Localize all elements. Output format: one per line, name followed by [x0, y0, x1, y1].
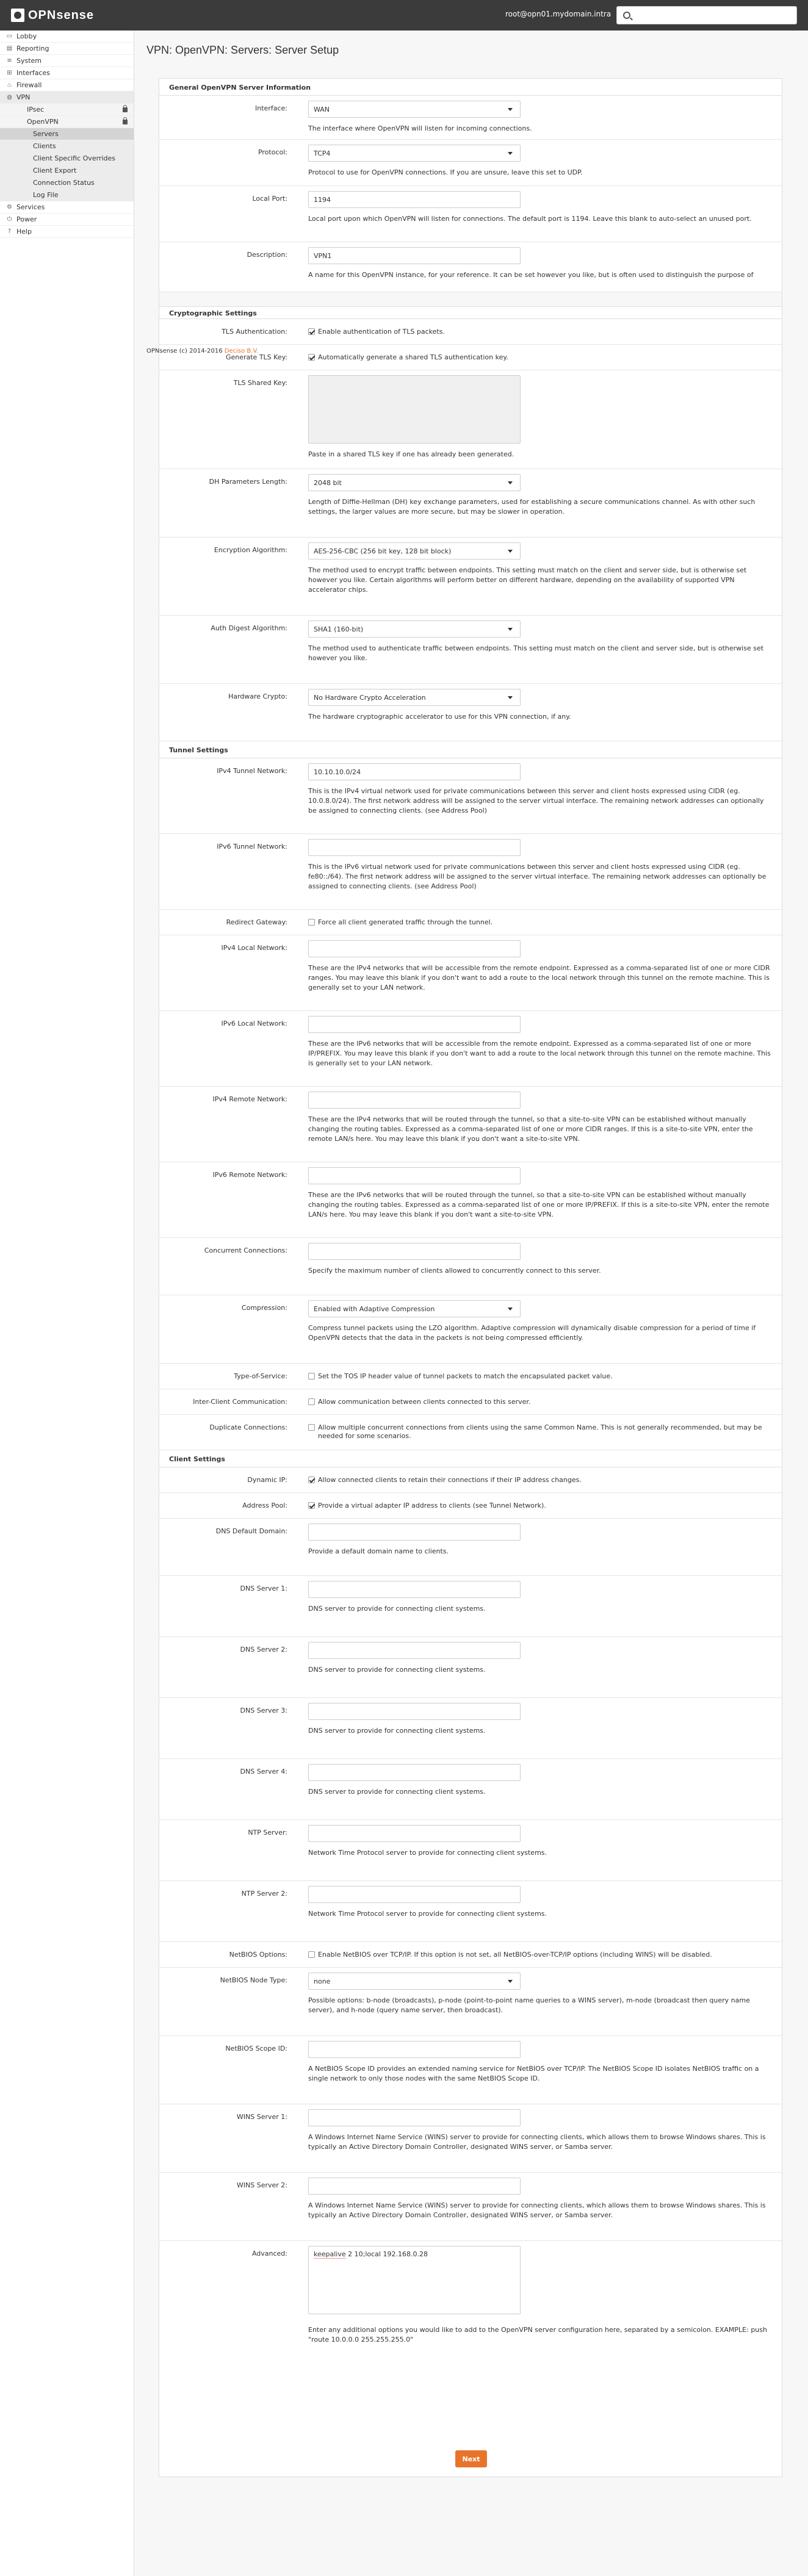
field-label: NetBIOS Options:: [229, 1951, 287, 1959]
row-ntp2: [159, 1881, 782, 1942]
field-label: Type-of-Service:: [234, 1372, 287, 1380]
field-label: Protocol:: [258, 148, 287, 156]
sidebar-item-label: VPN: [16, 93, 31, 101]
logo[interactable]: [11, 7, 109, 23]
help-text: Network Time Protocol server to provide for connecting client systems.: [308, 1849, 547, 1857]
field-label: DNS Server 4:: [240, 1768, 287, 1775]
field-label: IPv6 Local Network:: [221, 1020, 287, 1027]
sidebar-item-label: Reporting: [16, 45, 49, 52]
encryption-select[interactable]: AES-256-CBC (256 bit key, 128 bit block): [308, 542, 521, 559]
field-label: Duplicate Connections:: [209, 1423, 287, 1431]
row-ipv6-remote: [159, 1162, 782, 1238]
field-label: DNS Server 3:: [240, 1707, 287, 1714]
sidebar-item-connection-status[interactable]: [0, 177, 134, 189]
row-ipv4-tunnel: [159, 758, 782, 834]
field-label: Interface:: [255, 104, 287, 112]
help-text: A Windows Internet Name Service (WINS) server to provide for connecting clients, which allows them to browse Windows shares. This is typically an Active Directory Domain Controller, designated WINS server, or Samba server.: [308, 2133, 766, 2151]
checkbox-label: Allow multiple concurrent connections from clients using the same Common Name. This is not generally recommended, but may be needed for some scenarios.: [318, 1423, 762, 1440]
wins-server-1-input[interactable]: [308, 2109, 521, 2126]
tls-shared-textarea[interactable]: [308, 375, 521, 444]
concurrent-input[interactable]: [308, 1243, 521, 1260]
row-dns-domain: [159, 1519, 782, 1576]
section-tunnel: Tunnel Settings: [159, 741, 782, 758]
sidebar-item-openvpn[interactable]: [0, 116, 134, 128]
row-interface: [159, 96, 782, 140]
row-protocol: [159, 140, 782, 186]
row-redirect: [159, 910, 782, 935]
fire-icon: ♨: [7, 82, 12, 88]
row-dns2: [159, 1637, 782, 1698]
sidebar-item-reporting[interactable]: [0, 43, 134, 55]
checkbox-label: Allow connected clients to retain their connections if their IP address changes.: [318, 1476, 582, 1484]
field-label: Advanced:: [251, 2250, 287, 2258]
row-wins2: [159, 2173, 782, 2241]
power-icon: ⏻: [7, 216, 12, 223]
sidebar-item-label: Connection Status: [33, 179, 95, 187]
help-text: This is the IPv6 virtual network used for private communications between this server and client hosts expressed using CIDR (eg. fe80::/64). The first network address will be assigned to the server virtual interface. The remaining network addresses can optionally be assigned to connecting clients. (see Address Pool): [308, 863, 767, 890]
tos-checkbox[interactable]: [308, 1373, 315, 1380]
sidebar-item-lobby[interactable]: [0, 31, 134, 43]
sidebar-item-label: IPsec: [27, 106, 45, 113]
field-label: Dynamic IP:: [247, 1476, 287, 1484]
help-text: The interface where OpenVPN will listen for incoming connections.: [308, 124, 532, 132]
field-label: IPv6 Remote Network:: [212, 1171, 287, 1179]
globe-icon: ◍: [7, 94, 12, 101]
lock-icon: [123, 107, 128, 112]
chart-icon: ▤: [6, 45, 13, 52]
field-label: Concurrent Connections:: [204, 1247, 287, 1254]
field-label: IPv4 Local Network:: [221, 944, 287, 952]
row-dynamic-ip: [159, 1467, 782, 1493]
sidebar-item-label: Firewall: [16, 81, 42, 89]
checkbox-label: Provide a virtual adapter IP address to clients (see Tunnel Network).: [318, 1502, 546, 1509]
field-label: WINS Server 2:: [236, 2181, 287, 2189]
field-label: DNS Default Domain:: [215, 1527, 287, 1535]
help-text: The method used to authenticate traffic between endpoints. This setting must match on the client and server side, but is otherwise set however you like.: [308, 644, 764, 662]
row-description: [159, 242, 782, 292]
field-label: IPv4 Remote Network:: [212, 1095, 287, 1103]
sidebar-item-client-export[interactable]: [0, 165, 134, 177]
section-client: Client Settings: [159, 1450, 782, 1467]
row-wins1: [159, 2104, 782, 2173]
advanced-value-keyword: keepalive: [314, 2250, 346, 2258]
protocol-select[interactable]: TCP4: [308, 145, 521, 162]
sidebar-item-power[interactable]: [0, 214, 134, 226]
footer-link[interactable]: Deciso B.V.: [224, 348, 259, 354]
row-interclient: [159, 1389, 782, 1415]
sidebar-item-vpn[interactable]: [0, 92, 134, 104]
page-title: VPN: OpenVPN: Servers: Server Setup: [146, 44, 339, 56]
row-hw: [159, 684, 782, 741]
field-label: IPv6 Tunnel Network:: [217, 843, 287, 851]
duplicate-checkbox[interactable]: [308, 1424, 315, 1431]
help-icon: ?: [7, 228, 12, 235]
section-general: General OpenVPN Server Information: [159, 79, 782, 96]
row-tls-shared: [159, 370, 782, 469]
next-button[interactable]: Next: [455, 2450, 487, 2467]
field-label: Inter-Client Communication:: [193, 1398, 287, 1406]
field-label: Description:: [247, 251, 287, 259]
sidebar-item-services[interactable]: [0, 201, 134, 214]
checkbox-label: Enable NetBIOS over TCP/IP. If this option is not set, all NetBIOS-over-TCP/IP options (including WINS) will be disabled.: [318, 1951, 712, 1959]
help-text: The hardware cryptographic accelerator to use for this VPN connection, if any.: [308, 713, 571, 721]
footer: [146, 348, 258, 354]
sidebar-item-interfaces[interactable]: [0, 67, 134, 79]
row-dh: [159, 469, 782, 538]
help-text: DNS server to provide for connecting client systems.: [308, 1666, 486, 1674]
checkbox-label: Force all client generated traffic through the tunnel.: [318, 918, 493, 926]
row-ipv6-local: [159, 1011, 782, 1087]
row-netbios-scope: [159, 2036, 782, 2104]
field-label: Hardware Crypto:: [228, 693, 287, 700]
row-concurrent: [159, 1238, 782, 1295]
row-enc: [159, 538, 782, 616]
sidebar-item-label: OpenVPN: [27, 118, 59, 126]
row-netbios: [159, 1942, 782, 1968]
section-crypto: Cryptographic Settings: [159, 307, 782, 319]
search-box[interactable]: [616, 6, 797, 24]
netbios-scope-input[interactable]: [308, 2041, 521, 2058]
checkbox-label: Allow communication between clients connected to this server.: [318, 1398, 531, 1406]
server-icon: ≡: [7, 57, 12, 64]
row-ipv4-remote: [159, 1087, 782, 1162]
help-text: Paste in a shared TLS key if one has already been generated.: [308, 450, 514, 458]
interface-select[interactable]: WAN: [308, 101, 521, 118]
logo-text: OPNsense: [28, 8, 95, 22]
sidebar-item-servers[interactable]: [0, 128, 134, 140]
help-text: DNS server to provide for connecting client systems.: [308, 1605, 486, 1613]
row-auth: [159, 616, 782, 684]
sidebar-item-label: System: [16, 57, 42, 65]
dh-select[interactable]: 2048 bit: [308, 474, 521, 491]
footer-text: OPNsense (c) 2014-2016: [146, 348, 225, 354]
ipv6-tunnel-input[interactable]: [308, 839, 521, 856]
dns-server-1-input[interactable]: [308, 1581, 521, 1598]
sidebar-item-label: Services: [16, 203, 45, 211]
logo-icon: [11, 9, 24, 22]
row-tos: [159, 1364, 782, 1389]
row-ipv4-local: [159, 935, 782, 1011]
help-text: Possible options: b-node (broadcasts), p-node (point-to-point name queries to a WINS server), m-node (broadcast then query name server), and h-node (query name server, then broadcast).: [308, 1996, 750, 2014]
sidebar-item-label: Clients: [33, 142, 56, 150]
field-label: DNS Server 1:: [240, 1585, 287, 1592]
dns-domain-input[interactable]: [308, 1524, 521, 1541]
field-label: NTP Server 2:: [241, 1890, 287, 1898]
field-label: Redirect Gateway:: [226, 918, 287, 926]
dns-server-2-input[interactable]: [308, 1642, 521, 1659]
sidebar-item-firewall[interactable]: [0, 79, 134, 92]
field-label: TLS Authentication:: [222, 328, 287, 336]
dynamic-ip-checkbox[interactable]: [308, 1477, 315, 1483]
help-text: Specify the maximum number of clients allowed to concurrently connect to this server.: [308, 1267, 601, 1275]
local-port-input[interactable]: 1194: [308, 191, 521, 208]
help-text: This is the IPv4 virtual network used for private communications between this server and client hosts expressed using CIDR (eg. 10.0.8.0/24). The first network address will be assigned to the server virtual interface. The remaining network addresses can optionally be assigned to connecting clients. (see Address Pool): [308, 787, 764, 815]
tls-auth-checkbox[interactable]: [308, 328, 315, 335]
ipv4-tunnel-input[interactable]: 10.10.10.0/24: [308, 763, 521, 780]
row-ntp1: [159, 1820, 782, 1881]
top-bar: [0, 0, 808, 31]
help-text: Local port upon which OpenVPN will listen for connections. The default port is 1194. Leave this blank to auto-select an unused port.: [308, 215, 752, 223]
help-text: Compress tunnel packets using the LZO algorithm. Adaptive compression will dynamically disable compression for a period of time if OpenVPN detects that the data in the packets is not being compressed efficiently.: [308, 1324, 756, 1342]
help-text: A name for this OpenVPN instance, for your reference. It can be set however you like, but is often used to distinguish the purpose of: [308, 271, 754, 279]
help-text: Length of Diffie-Hellman (DH) key exchange parameters, used for establishing a secure communications channel. As with other such settings, the larger values are more secure, but may be slower in operation.: [308, 498, 756, 516]
field-label: Encryption Algorithm:: [214, 546, 287, 554]
server-setup-form: [159, 78, 782, 2477]
row-dns3: [159, 1698, 782, 1759]
row-dns1: [159, 1576, 782, 1637]
row-compression: [159, 1295, 782, 1364]
help-text: These are the IPv4 networks that will be accessible from the remote endpoint. Expressed as a comma-separated list of one or more CIDR ranges. You may leave this blank if you don't want to add a route to the local network through this tunnel on the remote machine. This is generally set to your LAN network.: [308, 964, 770, 991]
help-text: Enter any additional options you would like to add to the OpenVPN server configuration here, separated by a semicolon. EXAMPLE: push "route 10.0.0.0 255.255.255.0": [308, 2326, 767, 2344]
help-text: A Windows Internet Name Service (WINS) server to provide for connecting clients, which allows them to browse Windows shares. This is typically an Active Directory Domain Controller, designated WINS server, or Samba server.: [308, 2201, 766, 2219]
user-link[interactable]: root@opn01.mydomain.intra: [505, 10, 611, 18]
help-text: Protocol to use for OpenVPN connections. If you are unsure, leave this set to UDP.: [308, 168, 583, 176]
help-text: These are the IPv6 networks that will be accessible from the remote endpoint. Expressed as a comma-separated list of one or more IP/PREFIX. You may leave this blank if you don't want to add a route to the local network through this tunnel on the remote machine. This is generally set to your LAN network.: [308, 1040, 771, 1067]
sidebar-item-label: Client Export: [33, 167, 77, 174]
gen-tls-checkbox[interactable]: [308, 354, 315, 361]
sidebar-item-ipsec[interactable]: [0, 104, 134, 116]
checkbox-label: Automatically generate a shared TLS authentication key.: [318, 353, 508, 361]
laptop-icon: ▭: [6, 33, 13, 40]
row-advanced: [159, 2241, 782, 2370]
help-text: DNS server to provide for connecting client systems.: [308, 1727, 486, 1735]
sidebar-item-system[interactable]: [0, 55, 134, 67]
help-text: The method used to encrypt traffic between endpoints. This setting must match on the client and server side, but is otherwise set however you like. Certain algorithms will perform better on different hardware, depending on the availability of supported VPN accelerator chips.: [308, 566, 747, 594]
advanced-value-rest: 2 10;local 192.168.0.28: [345, 2250, 428, 2258]
row-dns4: [159, 1759, 782, 1820]
help-text: Provide a default domain name to clients.: [308, 1547, 449, 1555]
ipv6-remote-input[interactable]: [308, 1167, 521, 1184]
field-label: IPv4 Tunnel Network:: [217, 767, 287, 775]
sidebar: [0, 31, 134, 2576]
ipv4-remote-input[interactable]: [308, 1092, 521, 1109]
wins-server-2-input[interactable]: [308, 2178, 521, 2195]
ntp-server-input[interactable]: [308, 1825, 521, 1842]
help-text: A NetBIOS Scope ID provides an extended naming service for NetBIOS over TCP/IP. The NetBIOS Scope ID isolates NetBIOS traffic on a single network to only those nodes with the same NetBIOS Scope ID.: [308, 2065, 759, 2082]
cog-icon: ⚙: [7, 204, 12, 210]
address-pool-checkbox[interactable]: [308, 1502, 315, 1509]
row-netbios-node: [159, 1968, 782, 2036]
field-label: NetBIOS Node Type:: [220, 1976, 287, 1984]
hardware-crypto-select[interactable]: No Hardware Crypto Acceleration: [308, 689, 521, 706]
sidebar-item-label: Servers: [33, 130, 59, 138]
row-duplicate: [159, 1415, 782, 1450]
row-tls-auth: [159, 319, 782, 345]
dns-server-4-input[interactable]: [308, 1764, 521, 1781]
checkbox-label: Enable authentication of TLS packets.: [318, 328, 445, 336]
advanced-textarea[interactable]: [308, 2246, 521, 2314]
checkbox-label: Set the TOS IP header value of tunnel packets to match the encapsulated packet value.: [318, 1372, 613, 1380]
sidebar-item-label: Interfaces: [16, 69, 50, 77]
row-address-pool: [159, 1493, 782, 1519]
help-text: These are the IPv4 networks that will be routed through the tunnel, so that a site-to-site VPN can be established without manually changing the routing tables. Expressed as a comma-separated list of one or more CIDR ranges. If this is a site-to-site VPN, enter the remote LAN/s here. You may leave this blank if you don't want a site-to-site VPN.: [308, 1115, 753, 1143]
field-label: DNS Server 2:: [240, 1646, 287, 1653]
field-label: Auth Digest Algorithm:: [211, 624, 287, 632]
field-label: TLS Shared Key:: [233, 379, 287, 387]
sidebar-item-label: Log File: [33, 191, 59, 199]
search-input[interactable]: [635, 9, 794, 21]
field-label: Generate TLS Key:: [225, 353, 287, 361]
sidebar-item-label: Power: [16, 215, 37, 223]
search-icon: [623, 12, 630, 19]
description-input[interactable]: VPN1: [308, 247, 521, 264]
dns-server-3-input[interactable]: [308, 1703, 521, 1720]
field-label: DH Parameters Length:: [209, 478, 287, 486]
ipv4-local-input[interactable]: [308, 940, 521, 957]
sidebar-item-help[interactable]: [0, 226, 134, 238]
sidebar-item-csc[interactable]: [0, 153, 134, 165]
field-label: NetBIOS Scope ID:: [225, 2045, 287, 2053]
field-label: Address Pool:: [242, 1502, 287, 1509]
sidebar-item-label: Client Specific Overrides: [33, 154, 115, 162]
field-label: Compression:: [241, 1304, 287, 1312]
compression-select[interactable]: Enabled with Adaptive Compression: [308, 1300, 521, 1317]
help-text: Network Time Protocol server to provide for connecting client systems.: [308, 1910, 547, 1918]
field-label: WINS Server 1:: [236, 2113, 287, 2121]
redirect-gateway-checkbox[interactable]: [308, 919, 315, 926]
row-local-port: [159, 186, 782, 242]
sidebar-item-log-file[interactable]: [0, 189, 134, 201]
sitemap-icon: ⊞: [7, 70, 12, 76]
field-label: Local Port:: [252, 195, 287, 203]
help-text: DNS server to provide for connecting client systems.: [308, 1788, 486, 1796]
help-text: These are the IPv6 networks that will be routed through the tunnel, so that a site-to-site VPN can be established without manually changing the routing tables. Expressed as a comma-separated list of one or more IP/PREFIX. If this is a site-to-site VPN, enter the remote LAN/s here. You may leave this blank if you don't want a site-to-site VPN.: [308, 1191, 770, 1218]
netbios-checkbox[interactable]: [308, 1951, 315, 1958]
ntp-server-2-input[interactable]: [308, 1886, 521, 1903]
auth-digest-select[interactable]: SHA1 (160-bit): [308, 621, 521, 638]
lock-icon: [123, 120, 128, 124]
netbios-node-select[interactable]: none: [308, 1973, 521, 1990]
interclient-checkbox[interactable]: [308, 1398, 315, 1405]
field-label: NTP Server:: [248, 1829, 287, 1837]
footer-gap: [159, 292, 782, 307]
sidebar-item-label: Help: [16, 228, 32, 236]
row-ipv6-tunnel: [159, 834, 782, 910]
ipv6-local-input[interactable]: [308, 1016, 521, 1033]
sidebar-item-clients[interactable]: [0, 140, 134, 153]
sidebar-item-label: Lobby: [16, 32, 37, 40]
